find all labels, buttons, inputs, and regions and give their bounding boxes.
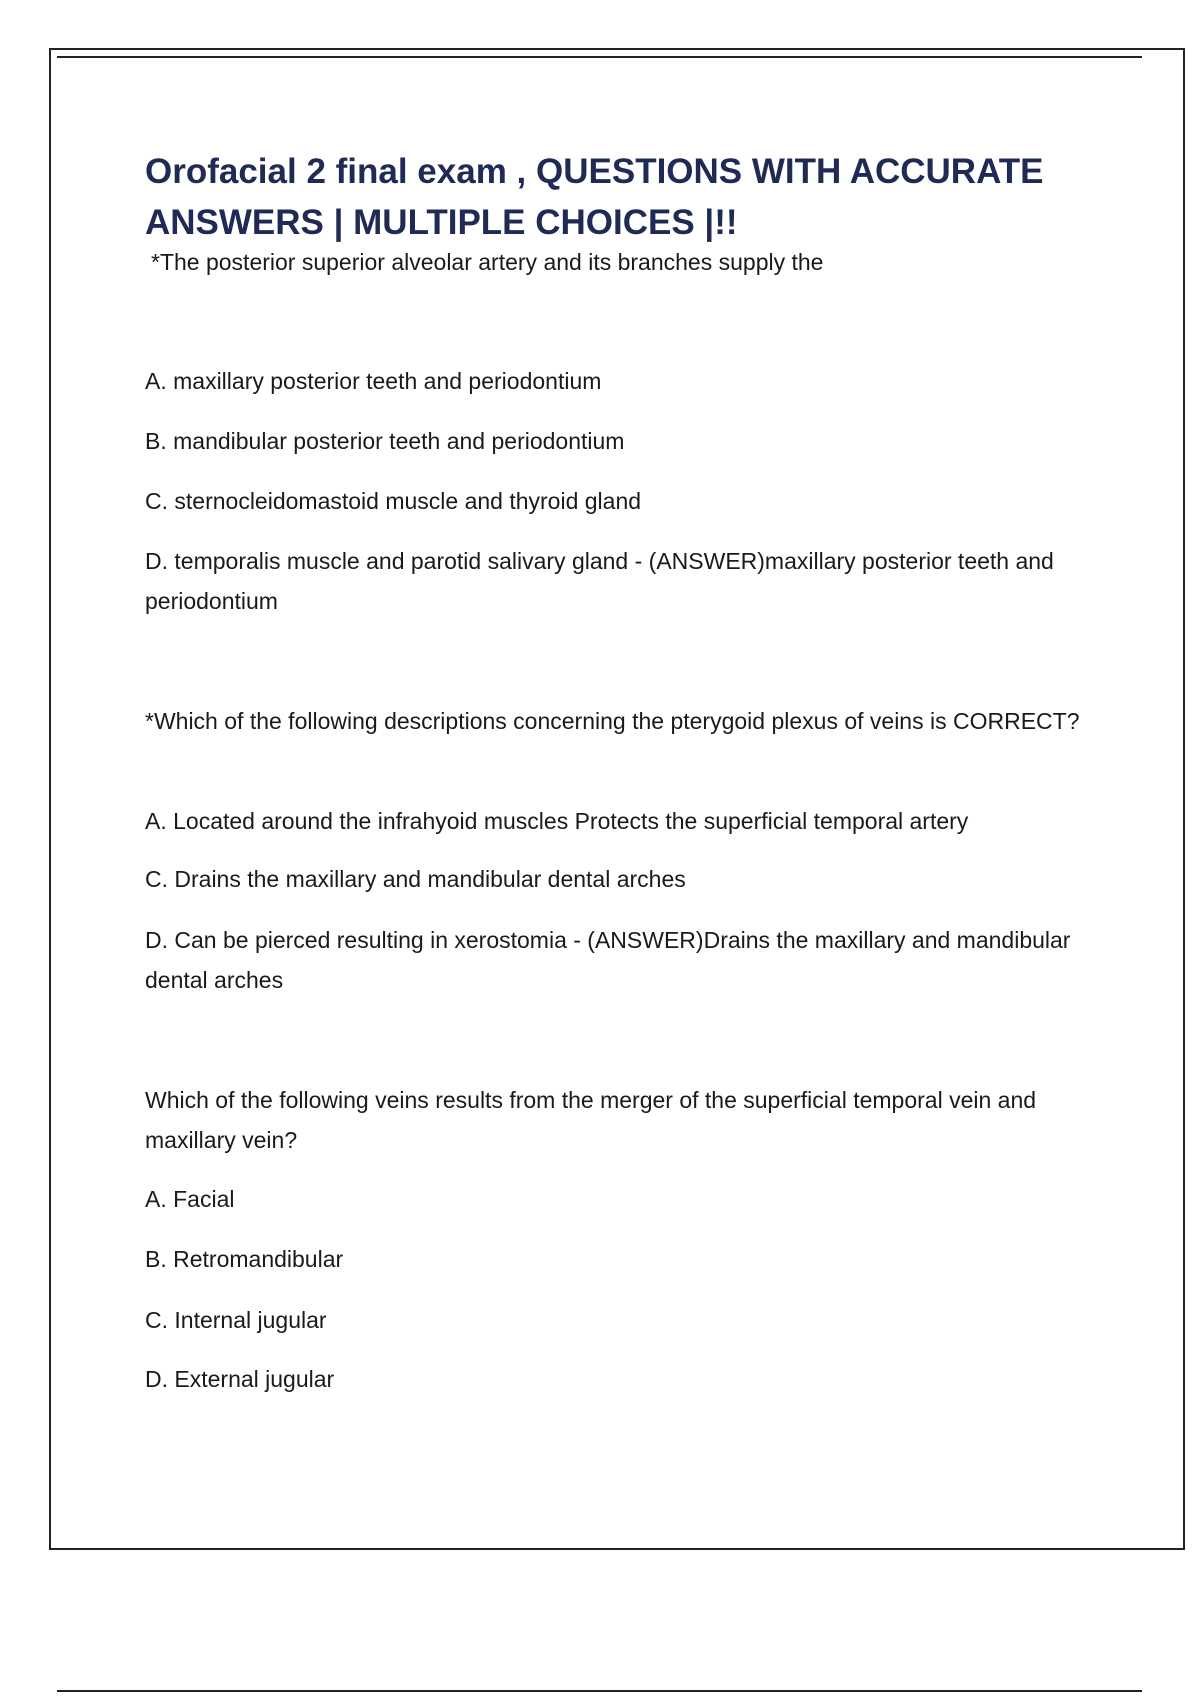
question-2-option-a: A. Located around the infrahyoid muscles Protects the superficial temporal artery [145,808,969,834]
question-1-option-d-answer: D. temporalis muscle and parotid salivary gland - (ANSWER)maxillary posterior teeth and periodontium [145,548,1054,614]
question-1-option-b: B. mandibular posterior teeth and periodontium [145,428,625,454]
question-3-option-d: D. External jugular [145,1366,335,1392]
question-1-option-c: C. sternocleidomastoid muscle and thyroid gland [145,488,642,514]
top-rule [57,56,1142,58]
question-1-option-a: A. maxillary posterior teeth and periodontium [145,368,602,394]
question-3-option-c: C. Internal jugular [145,1307,327,1333]
document-title: Orofacial 2 final exam , QUESTIONS WITH ACCURATE ANSWERS | MULTIPLE CHOICES |!! [145,152,1044,242]
question-3-option-a: A. Facial [145,1186,235,1212]
bottom-rule [57,1690,1142,1692]
question-2-stem: *Which of the following descriptions concerning the pterygoid plexus of veins is CORRECT? [145,708,1080,734]
question-1-stem: *The posterior superior alveolar artery and its branches supply the [151,249,824,275]
question-3-option-b: B. Retromandibular [145,1246,344,1272]
question-2-option-c: C. Drains the maxillary and mandibular dental arches [145,866,686,892]
question-2-option-d-answer: D. Can be pierced resulting in xerostomia - (ANSWER)Drains the maxillary and mandibular dental arches [145,927,1071,993]
question-3-stem: Which of the following veins results from the merger of the superficial temporal vein and maxillary vein? [145,1087,1037,1153]
